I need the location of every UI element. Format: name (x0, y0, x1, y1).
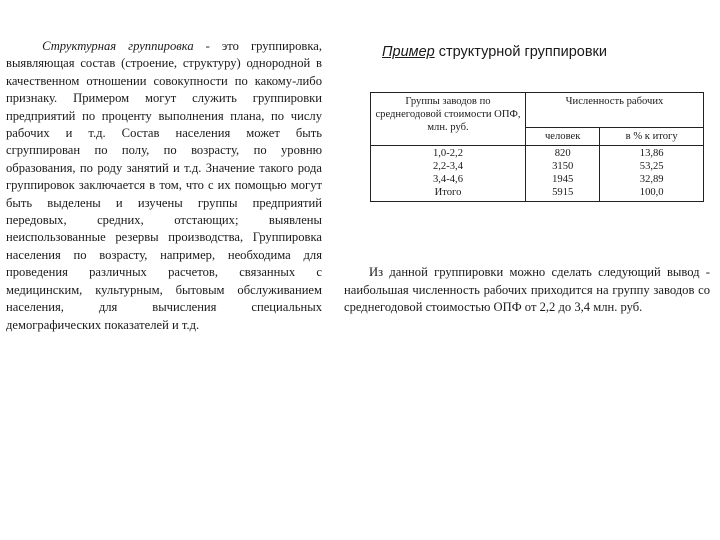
group-value: 2,2-3,4 (432, 161, 463, 172)
group-value: 1,0-2,2 (432, 148, 463, 159)
subheader-percent: в % к итогу (600, 128, 704, 146)
example-title-rest: структурной группировки (434, 44, 607, 60)
percent-cell (600, 146, 704, 202)
people-value: 3150 (552, 161, 574, 172)
grouping-table (370, 92, 704, 202)
definition-term: Структурная группировка (42, 39, 194, 53)
people-value: 1945 (552, 174, 574, 185)
groups-cell (371, 146, 526, 202)
people-value: 5915 (552, 187, 574, 198)
example-title (382, 44, 702, 60)
table-header-row (371, 93, 704, 128)
percent-value: 13,86 (639, 148, 664, 159)
percent-value: 53,25 (639, 161, 664, 172)
subheader-people: человек (526, 128, 600, 146)
group-value: Итого (434, 187, 462, 198)
group-value: 3,4-4,6 (432, 174, 463, 185)
percent-value: 32,89 (639, 174, 664, 185)
header-groups (371, 93, 526, 146)
conclusion-paragraph (344, 264, 710, 317)
header-workers (526, 93, 704, 128)
example-title-underlined: Пример (382, 44, 435, 60)
definition-text: - это группировка, выявляющая состав (строение, структуру) однородной в качественном отношении совокупности по какому-либо признаку. Примером могут служить группировки предприятий по проценту выполнения плана, по числу рабочих и т.д. Состав населения может быть сгруппирован по полу, по возрасту, по уровню образования, по роду занятий и т.д. Значение такого рода группировок заключается в том, что с их помощью могут быть выделены и изучены группы предприятий передовых, средних, отстающих; выявлены неиспользованные резервы производства, Группировка населения по возрасту, например, необходима для проведения различных расчетов, связанных с медицинским, культурным, бытовым обслуживанием населения, для вычисления специальных демографических показателей и т.д. (6, 39, 322, 332)
definition-paragraph (6, 38, 322, 334)
conclusion-text: Из данной группировки можно сделать следующий вывод - наибольшая численность рабочих приходится на группу заводов со среднегодовой стоимостью ОПФ от 2,2 до 3,4 млн. руб. (344, 265, 711, 315)
table-body-row (371, 146, 704, 202)
people-value: 820 (554, 148, 571, 159)
header-workers-label: Численность рабочих (565, 96, 664, 107)
people-cell (526, 146, 600, 202)
percent-value: 100,0 (639, 187, 664, 198)
header-groups-label: Группы заводов по среднегодовой стоимости ОПФ, млн. руб. (375, 96, 521, 133)
